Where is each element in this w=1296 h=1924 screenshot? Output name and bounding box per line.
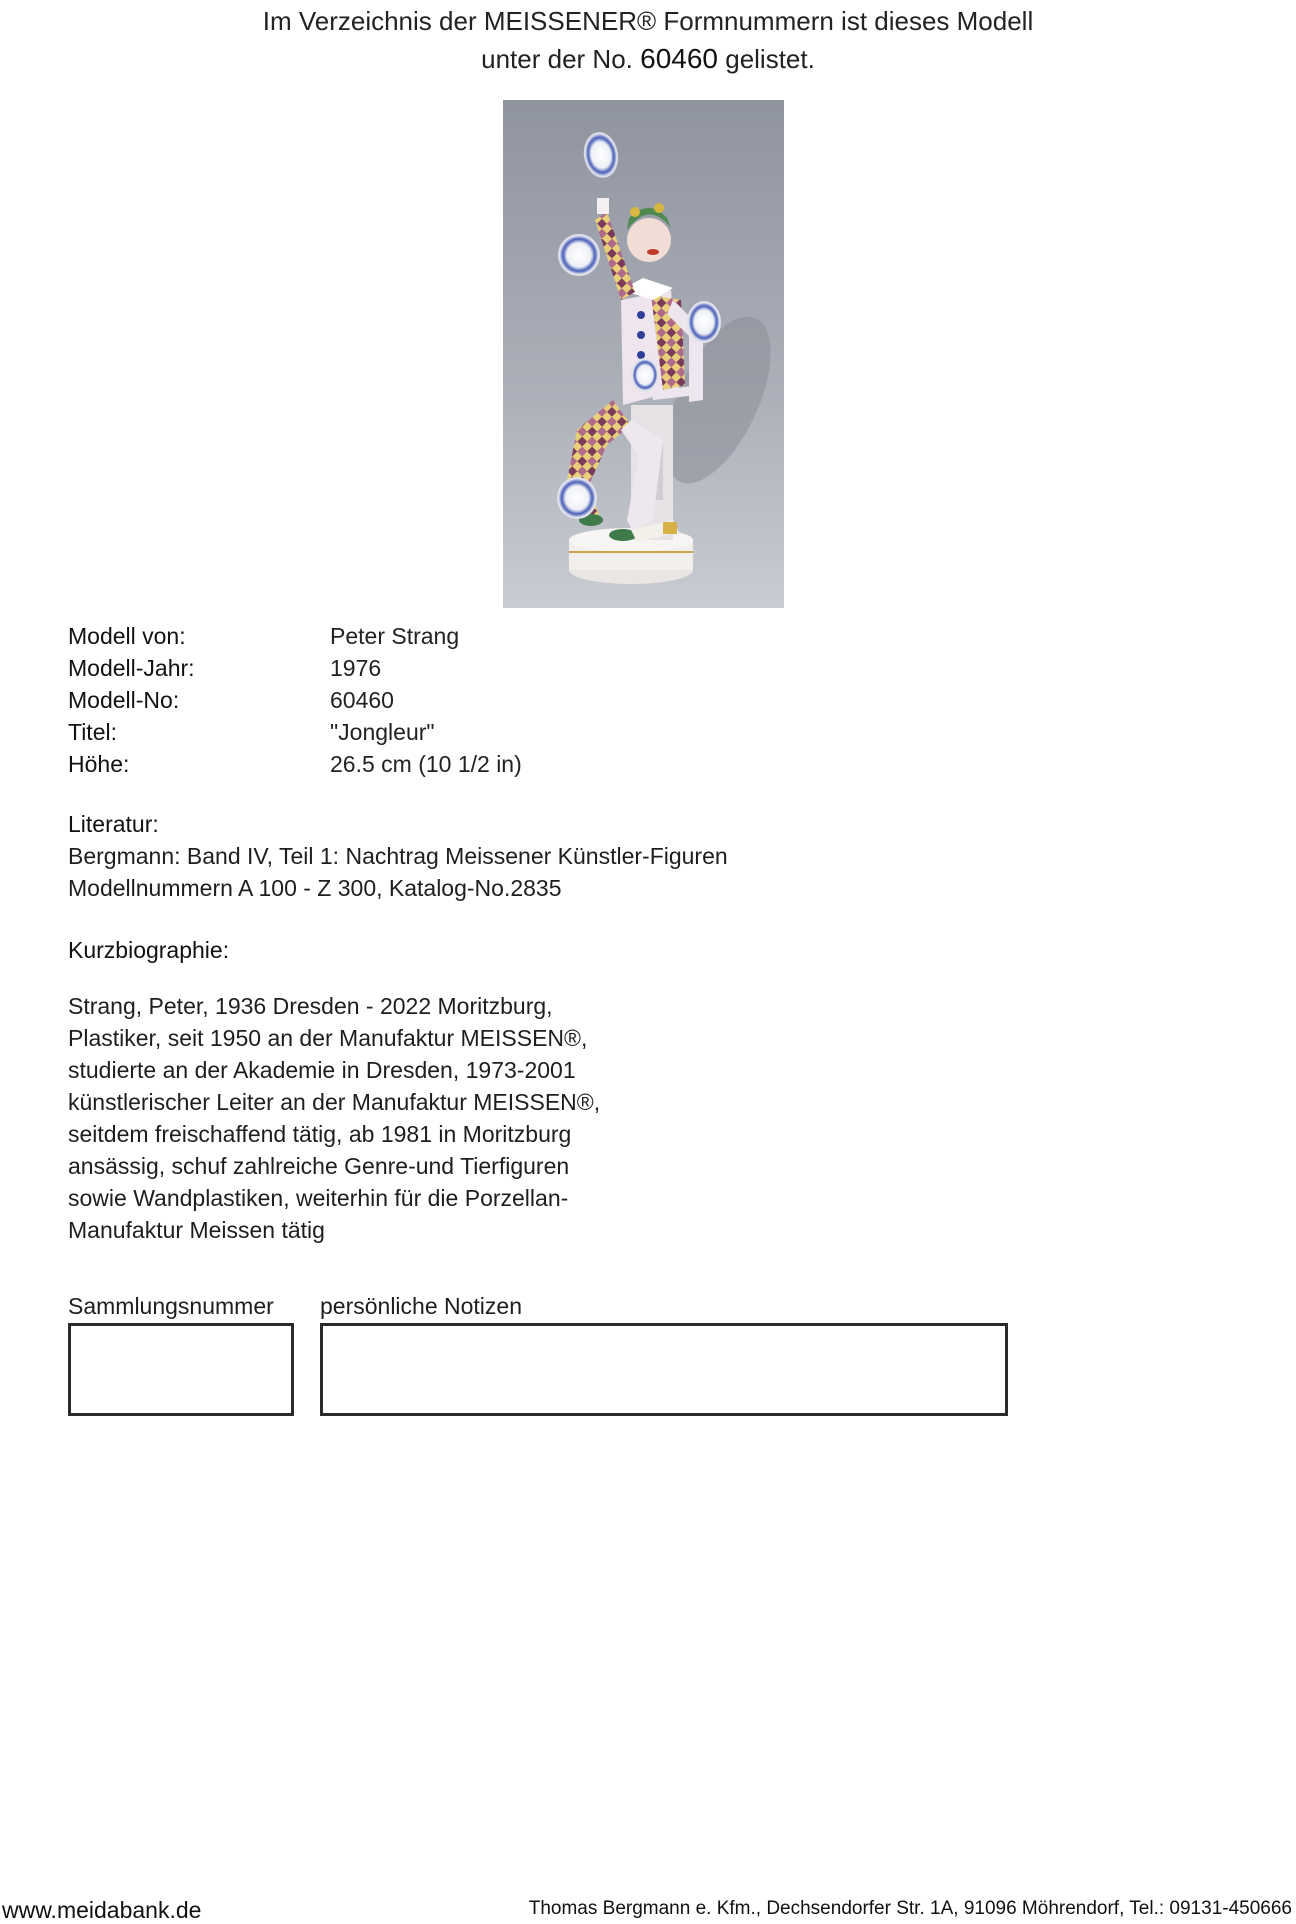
footer-address: Thomas Bergmann e. Kfm., Dechsendorfer Str. 1A, 91096 Möhrendorf, Tel.: 09131-450666 xyxy=(528,1898,1292,1919)
detail-row-modeller xyxy=(68,620,522,652)
detail-row-model-number xyxy=(68,684,522,716)
literature-line: Modellnummern A 100 - Z 300, Katalog-No.2835 xyxy=(68,875,562,901)
header-line-2 xyxy=(0,40,1296,78)
biography-line: Manufaktur Meissen tätig xyxy=(68,1217,325,1243)
collection-number-field[interactable] xyxy=(68,1323,294,1416)
header-model-number: 60460 xyxy=(640,43,718,74)
detail-row-height xyxy=(68,748,522,780)
biography-heading: Kurzbiographie: xyxy=(68,937,230,963)
detail-value: 1976 xyxy=(330,655,382,681)
detail-label: Titel: xyxy=(68,719,117,745)
biography-line: ansässig, schuf zahlreiche Genre-und Tierfiguren xyxy=(68,1153,570,1179)
detail-label: Modell von: xyxy=(68,623,186,649)
detail-label: Modell-Jahr: xyxy=(68,655,195,681)
collection-number-label: Sammlungsnummer xyxy=(68,1293,274,1319)
personal-notes-field[interactable] xyxy=(320,1323,1008,1416)
figure-photo xyxy=(503,100,784,608)
detail-label: Modell-No: xyxy=(68,687,180,713)
detail-value: 26.5 cm (10 1/2 in) xyxy=(330,751,522,777)
detail-value: "Jongleur" xyxy=(330,719,435,745)
biography-line: sowie Wandplastiken, weiterhin für die Porzellan- xyxy=(68,1185,569,1211)
header-line-1: Im Verzeichnis der MEISSENER® Formnummern ist dieses Modell xyxy=(262,6,1034,36)
detail-row-year xyxy=(68,652,522,684)
footer-website: www.meidabank.de xyxy=(2,1897,202,1923)
literature-section xyxy=(68,808,728,904)
literature-line: Bergmann: Band IV, Teil 1: Nachtrag Meissener Künstler-Figuren xyxy=(68,843,728,869)
model-details xyxy=(68,620,522,780)
juggler-figure-image xyxy=(503,100,784,608)
header-line-2-prefix: unter der No. xyxy=(481,44,633,74)
detail-value: 60460 xyxy=(330,687,394,713)
biography-line: seitdem freischaffend tätig, ab 1981 in Moritzburg xyxy=(68,1121,572,1147)
personal-notes-label: persönliche Notizen xyxy=(320,1293,523,1319)
biography-text xyxy=(68,990,668,1246)
detail-value: Peter Strang xyxy=(330,623,460,649)
literature-heading: Literatur: xyxy=(68,811,159,837)
page-header xyxy=(0,2,1296,78)
biography-line: Strang, Peter, 1936 Dresden - 2022 Moritzburg, xyxy=(68,993,553,1019)
biography-line: Plastiker, seit 1950 an der Manufaktur MEISSEN®, xyxy=(68,1025,588,1051)
biography-line: studierte an der Akademie in Dresden, 1973-2001 xyxy=(68,1057,576,1083)
detail-label: Höhe: xyxy=(68,751,130,777)
biography-line: künstlerischer Leiter an der Manufaktur MEISSEN®, xyxy=(68,1089,601,1115)
detail-row-title xyxy=(68,716,522,748)
header-line-2-suffix: gelistet. xyxy=(725,44,815,74)
